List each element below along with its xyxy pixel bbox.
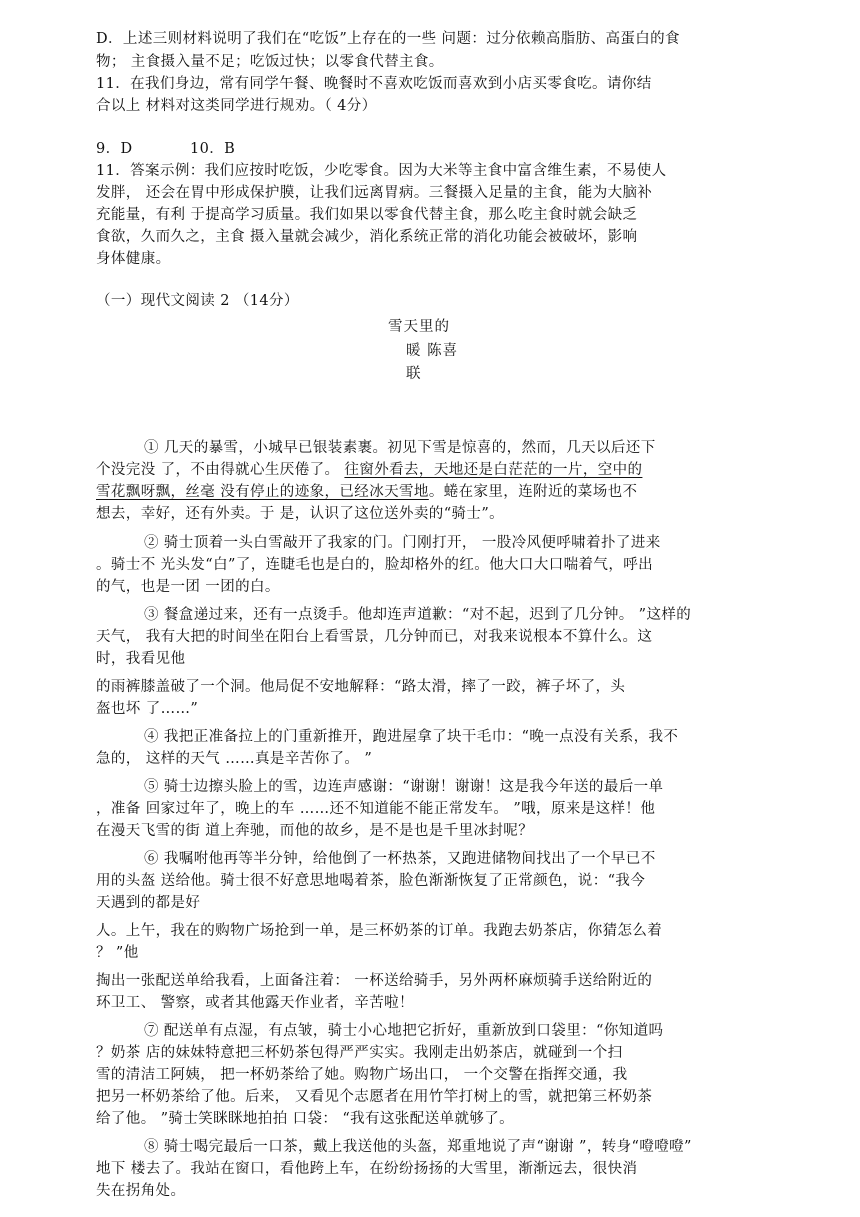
paragraph-line: 时，我看见他 <box>96 651 186 667</box>
paragraph-line: 把另一杯奶茶给了他。后来， 又看见个志愿者在用竹竿打树上的雪，就把第三杯奶茶 <box>96 1089 653 1105</box>
answer-11-line: 发胖， 还会在胃中形成保护膜，让我们远离胃病。三餐摄入足量的主食，能为大脑补 <box>96 185 653 201</box>
paragraph-line: ⑦ 配送单有点湿，有点皱，骑士小心地把它折好，重新放到口袋里：“你知道吗 <box>144 1023 664 1039</box>
article-title-line-1: 雪天里的 <box>388 319 450 335</box>
paragraph-line: ④ 我把正准备拉上的门重新推开，跑进屋拿了块干毛巾：“晚一点没有关系，我不 <box>144 729 679 745</box>
paragraph-line: 人。上午，我在的购物广场抢到一单，是三杯奶茶的订单。我跑去奶茶店，你猜怎么着 <box>96 923 663 939</box>
paragraph-line: 地下 楼去了。我站在窗口，看他跨上车，在纷纷扬扬的大雪里，渐渐远去，很快消 <box>96 1161 638 1177</box>
underlined-text: 往窗外看去，天地还是白茫茫的一片，空中的 <box>344 462 643 478</box>
paragraph-line: 失在拐角处。 <box>96 1183 186 1199</box>
paragraph-line: 想去，幸好，还有外卖。于 是，认识了这位送外卖的“骑士”。 <box>96 506 505 522</box>
paragraph-line: ？奶茶 店的妹妹特意把三杯奶茶包得严严实实。我刚走出奶茶店，就碰到一个扫 <box>96 1045 623 1061</box>
paragraph-line: ⑤ 骑士边擦头脸上的雪，边连声感谢：“谢谢！谢谢！这是我今年送的最后一单 <box>144 779 664 795</box>
question-11-line-1: 11．在我们身边，常有同学午餐、晚餐时不喜欢吃饭而喜欢到小店买零食吃。请你结 <box>96 76 652 92</box>
paragraph-line: 掏出一张配送单给我看，上面备注着： 一杯送给骑手，另外两杯麻烦骑手送给附近的 <box>96 973 653 989</box>
paragraph-line: ⑧ 骑士喝完最后一口茶，戴上我送他的头盔，郑重地说了声“谢谢 ”，转身“噔噔噔” <box>144 1139 692 1155</box>
paragraph-text: 个没完没 了，不由得就心生厌倦了。 <box>96 462 345 478</box>
paragraph-line: 环卫工、 警察，或者其他露天作业者，辛苦啦！ <box>96 995 414 1011</box>
paragraph-line: 用的头盔 送给他。骑士很不好意思地喝着茶，脸色渐渐恢复了正常颜色，说：“我今 <box>96 873 646 889</box>
article-title-line-3: 联 <box>406 366 422 382</box>
paragraph-line: 的气，也是一团 一团的白。 <box>96 579 280 595</box>
paragraph-line: ③ 餐盒递过来，还有一点烫手。他却连声道歉：“对不起，迟到了几分钟。 ”这样的 <box>144 607 692 623</box>
paragraph-line <box>96 459 642 481</box>
answer-10: 10．B <box>190 141 236 157</box>
question-11-line-2: 合以上 材料对这类同学进行规劝。（ 4分） <box>96 98 377 114</box>
answer-11-line: 食欲，久而久之，主食 摄入量就会减少，消化系统正常的消化功能会被破坏，影响 <box>96 229 638 245</box>
paragraph-line: 天气， 我有大把的时间坐在阳台上看雪景，几分钟而已，对我来说根本不算什么。这 <box>96 629 653 645</box>
paragraph-line: 在漫天飞雪的街 道上奔驰，而他的故乡，是不是也是千里冰封呢？ <box>96 823 534 839</box>
paragraph-line: ② 骑士顶着一头白雪敲开了我家的门。门刚打开， 一股冷风便呼啸着扑了进来 <box>144 535 661 551</box>
paragraph-line: ，准备 回家过年了，晚上的车 ……还不知道能不能正常发车。 ”哦，原来是这样！他 <box>96 801 656 817</box>
paragraph-line: 给了他。 ”骑士笑眯眯地拍拍 口袋： “我有这张配送单就够了。 <box>96 1111 515 1127</box>
paragraph-line: 急的， 这样的天气 ……真是辛苦你了。 ” <box>96 751 373 767</box>
paragraph-line: 的雨裤膝盖破了一个洞。他局促不安地解释：“路太滑，摔了一跤，裤子坏了，头 <box>96 679 626 695</box>
paragraph-line: ⑥ 我嘱咐他再等半分钟，给他倒了一杯热茶，又跑进储物间找出了一个早已不 <box>144 851 656 867</box>
paragraph-line: 雪的清洁工阿姨， 把一杯奶茶给了她。购物广场出口， 一个交警在指挥交通，我 <box>96 1067 628 1083</box>
paragraph-line: 天遇到的都是好 <box>96 895 201 911</box>
paragraph-line: 盔也坏 了……” <box>96 701 199 717</box>
paragraph-line: ① 几天的暴雪，小城早已银装素裹。初见下雪是惊喜的，然而，几天以后还下 <box>144 440 656 456</box>
answer-11-line: 充能量，有利 于提高学习质量。我们如果以零食代替主食，那么吃主食时就会缺乏 <box>96 207 638 223</box>
article-title-author: 暖 陈喜 <box>406 343 459 359</box>
underlined-text: 雪花飘呀飘，丝毫 没有停止的迹象，已经冰天雪地 <box>96 484 429 500</box>
option-d-line-2: 物； 主食摄入量不足；吃饭过快；以零食代替主食。 <box>96 54 444 70</box>
paragraph-line: 。骑士不 光头发“白”了，连睫毛也是白的，脸却格外的红。他大口大口喘着气，呼出 <box>96 557 654 573</box>
paragraph-line <box>96 481 637 503</box>
option-d-line-1: D．上述三则材料说明了我们在“吃饭”上存在的一些 问题：过分依赖高脂肪、高蛋白的食 <box>96 31 680 47</box>
answer-11-line: 11．答案示例：我们应按时吃饭，少吃零食。因为大米等主食中富含维生素，不易使人 <box>96 163 667 179</box>
answer-11-line: 身体健康。 <box>96 251 171 267</box>
paragraph-text: 。蜷在家里，连附近的菜场也不 <box>428 484 638 500</box>
answer-9: 9．D <box>96 141 133 157</box>
paragraph-line: ？ ”他 <box>96 945 139 961</box>
section-header: （一）现代文阅读 2 （14分） <box>96 293 299 309</box>
